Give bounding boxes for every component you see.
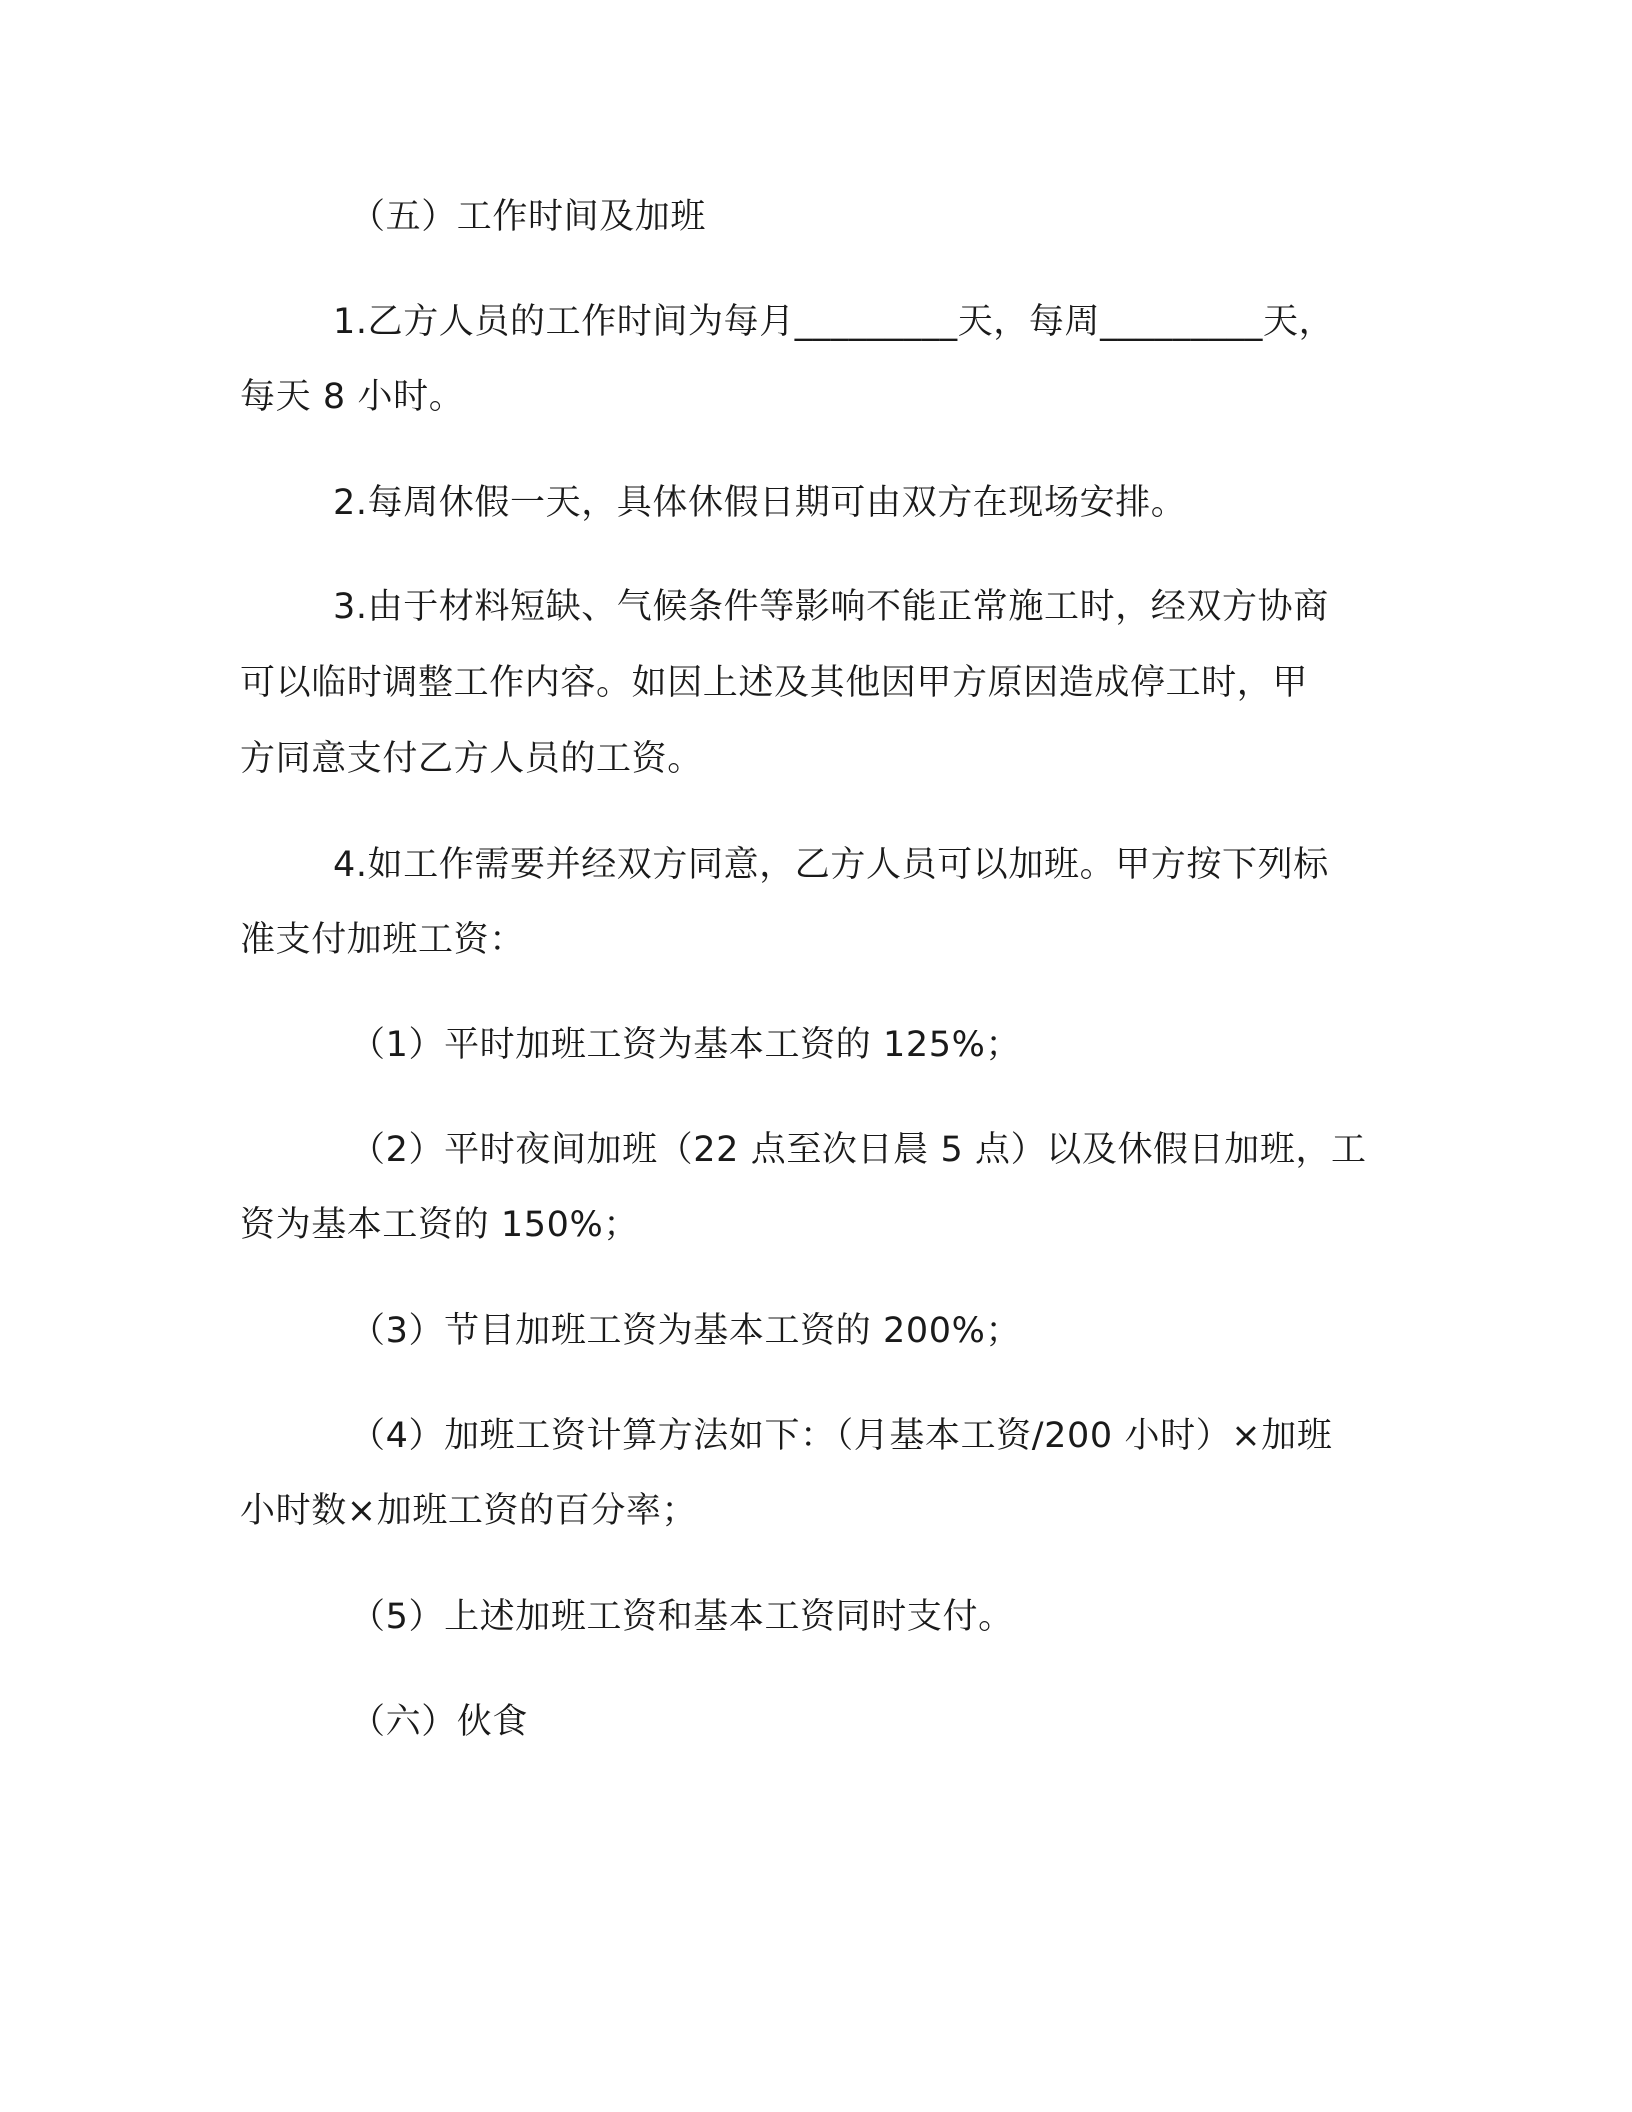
subitem-5-line-1: （5）上述加班工资和基本工资同时支付。 — [350, 1597, 1014, 1637]
subitem-2-line-2: 资为基本工资的 150%； — [240, 1205, 639, 1245]
subitem-4-line-1: （4）加班工资计算方法如下：（月基本工资/200 小时）×加班 — [350, 1416, 1333, 1456]
section-heading-work-hours: （五）工作时间及加班 — [350, 197, 707, 237]
subitem-3-line-1: （3）节目加班工资为基本工资的 200%； — [350, 1311, 1022, 1351]
subitem-2-line-1: （2）平时夜间加班（22 点至次日晨 5 点）以及休假日加班，工 — [350, 1130, 1367, 1170]
subitem-1-line-1: （1）平时加班工资为基本工资的 125%； — [350, 1025, 1022, 1065]
item-3-line-1: 3.由于材料短缺、气候条件等影响不能正常施工时，经双方协商 — [333, 587, 1329, 627]
item-3-line-2: 可以临时调整工作内容。如因上述及其他因甲方原因造成停工时，甲 — [240, 663, 1309, 703]
section-heading-meals: （六）伙食 — [350, 1702, 529, 1742]
item-1-line-1: 1.乙方人员的工作时间为每月_________天，每周_________天， — [333, 302, 1335, 342]
item-4-line-1: 4.如工作需要并经双方同意，乙方人员可以加班。甲方按下列标 — [333, 845, 1329, 885]
item-4-line-2: 准支付加班工资： — [240, 920, 525, 960]
item-2-line-1: 2.每周休假一天，具体休假日期可由双方在现场安排。 — [333, 483, 1187, 523]
subitem-4-line-2: 小时数×加班工资的百分率； — [240, 1491, 698, 1531]
item-3-line-3: 方同意支付乙方人员的工资。 — [240, 739, 703, 779]
item-1-line-2: 每天 8 小时。 — [240, 377, 465, 417]
